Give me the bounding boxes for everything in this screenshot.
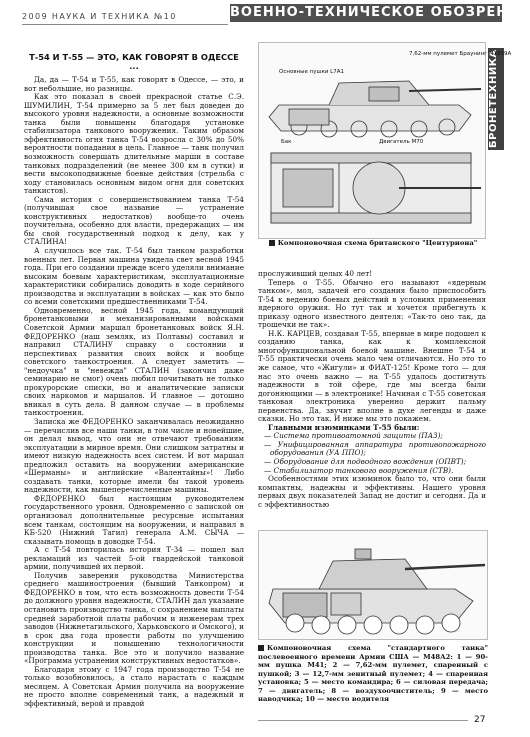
paragraph: прослуживший целых 40 лет! — [258, 269, 373, 278]
paragraph: ФЕДОРЕНКО был настоящим руководителем государственного уровня. Одновременно с запиской он организовал дополнительные ресурсные испытания всем танкам, состоящим на вооружении, и направил в КБ-520 (Нижний Тагил) генерала А.М. СЫЧА — сказывать помощь в доводке Т-54. — [24, 493, 244, 546]
m48a2-cutaway-figure — [258, 530, 488, 640]
figure-label: Основные пушки L7A1 — [279, 69, 344, 75]
page-number: 27 — [474, 715, 486, 725]
list-item: — Оборудование для подводного вождения (ОПВТ); — [264, 457, 467, 467]
paragraph: Да, да — Т-54 и Т-55, как говорят в Одессе, — это, и вот небольшие, но разницы. — [24, 75, 244, 93]
paragraph: Получив заверения руководства Министерства среднего машиностроения (бывший Танкопром) и ФЕДОРЕНКО в том, что есть возможность довести Т-54 до должного уровня надежности, СТАЛИН дал указание остановить производство танка, с сохранением выплаты средней заработной платы рабочим и инженерам трех заводов (Нижнетагильского, Харьковского и Омского), и в срок два года провести работы по улучшению конструкции и повышению технологичности производства танка. Все это и получило название «Программа устранения конструктивных недостатков». — [24, 570, 244, 666]
paragraph: Особенностями этих изюминок было то, что они были компактны, надежны и эффективны. Нашего уровня первых двух показателей Запад не достиг и сегодня. Да и с эффективностью — [258, 474, 486, 509]
figure-label: 7,62-мм пулемет Браунинг М1919А — [409, 51, 512, 57]
section-banner: ВОЕННО-ТЕХНИЧЕСКОЕ ОБОЗРЕНИЕ — [230, 5, 530, 20]
paragraph: Записка же ФЕДОРЕНКО заканчивалась неожиданно — перечислив все наши танки, в том числе и новейшие, он делал вывод, что они не отвечают требованиям эксплуатации в мирное время. Они слишком затратны и имеют низкую надежность всех систем. И вот маршал предложил оставить на вооружении американские «Шерманы» и английские «Валентайны»! Либо создавать танки, которые имели бы такой уровень надежности, как вышеперечисленные машины. — [24, 416, 244, 495]
paragraph: Как это показал в своей прекрасной статье С.Э. ШУМИЛИН, Т-54 примерно за 5 лет был доведен до высокого уровня надежности, а основные возможности танка были повышены благодаря установке стабилизатора танкового вооружения. Таким образом эффективность огня танка Т-54 возросла с 30% до 50% вероятности попадания в цель. Главное — танк получил возможность совершать длительные марши в составе танковых подразделений (не менее 300 км в сутки) и вести высокоподвижные боевые действия (стрельба с ходу становилась основным видом огня для советских танкистов). — [24, 92, 244, 196]
list-title: Главными изюминками Т-55 были: — [268, 422, 420, 432]
list-item: — Система противоатомной защиты (ПАЗ); — [264, 431, 443, 441]
figure1-caption: Компоновочная схема британского "Центуриона" — [258, 239, 488, 247]
article-column-left — [24, 53, 244, 709]
paragraph: А случилось все так. Т-54 был танком разработки военных лет. Первая машина увидела свет весной 1945 года. При его создании прежде всего уделяли внимание высоким боевым характеристикам, эксплуатационные характеристики собирались доводить в ходе серийного производства и эксплуатации в войсках — как это было со всеми советскими предшественниками Т-54. — [24, 246, 244, 307]
footer-rule — [258, 720, 468, 721]
article-title: Т-54 И Т-55 — ЭТО, КАК ГОВОРЯТ В ОДЕССЕ ... — [29, 52, 239, 71]
list-item: — Стабилизатор танкового вооружения (СТВ). — [264, 465, 454, 475]
paragraph: А с Т-54 повторилась история Т-34 — пошел вал рекламаций из частей 5-ой гвардейской танковой армии, получившей их первой. — [24, 545, 244, 572]
section-side-tab: БРОНЕТЕХНИКА — [488, 48, 504, 150]
list-item: — Унифицированная аппаратура противопожарного оборудования (УА ППО); — [264, 439, 486, 458]
paragraph: Благодаря этому с 1947 года производство Т-54 не только возобновилось, а стало нарастать с каждым месяцем. А Советская Армия получила на вооружение не просто вполне современный танк, а надежный и эффективный, верой и правдой — [24, 664, 244, 709]
header-rule — [22, 24, 228, 25]
paragraph: Н.К. КАРЦЕВ, создавая Т-55, впервые в мире подошел к созданию танка, как к комплексной многофункциональной боевой машине. Внешне Т-54 и Т-55 практически очень мало чем отличаются. Но это то же самое, что «Жигули» и ФИАТ-125! Кроме того — для нас это очень важно — на Т-55 удалось достигнуть надежности в той сфере, где мы всегда были догоняющими — в электронике! Начиная с Т-55 советская танковая электроника уверенно держит пальму первенства. Да, звучит вполне в духе легенды и даже сказки. Но это так. И ниже мы это покажем. — [258, 328, 486, 424]
figure-label: Бак — [281, 139, 292, 145]
issue-header: 2009 НАУКА И ТЕХНИКА №10 — [22, 12, 177, 21]
paragraph: Сама история с совершенствованием танка Т-54 (получившая свое название — устранение конструктивных недостатков) вообще-то очень поучительна, особенно для власти, предержащих — им бы свой государственный подход к делу, как у СТАЛИНА! — [24, 194, 244, 247]
caption-marker-icon — [258, 645, 264, 651]
caption-marker-icon — [269, 240, 275, 246]
paragraph: Теперь о Т-55. Обычно его называют «ядерным танком», мол, задачей его создания было приспособить Т-54 к ведению боевых действий в условиях применения ядерного оружия. Но тут так и хочется прибегнуть к приказу одного известного деятеля: «Так-то оно так, да трошечки не так». — [258, 277, 486, 330]
article-column-right — [258, 270, 486, 509]
figure-label: Двигатель М70 — [379, 139, 424, 145]
figure2-caption: Компоновочная схема "стандартного танка" послевоенного времени Армии США — М48А2: 1 — 90-мм пушка М41; 2 — 7,62-мм пулемет, спаренный с пушкой; 3 — 12,7-мм зенитный пулемет; 4 — спаренная установка; 5 — место командира; 6 — силовая передача; 7 — двигатель; 8 — воздухоочиститель; 9 — место наводчика; 10 — место водителя — [258, 644, 488, 703]
paragraph: Одновременно, весной 1945 года, командующий бронетанковыми и механизированными войсками Советской Армии маршал бронетанковых войск Я.Н. ФЕДОРЕНКО (наш земляк, из Полтавы) составил и направил СТАЛИНУ справку о состоянии и перспективах развития своих войск и вообще советского танкостроения. А следует заметить — "недоучка" и "невежда" СТАЛИН (закончил даже семинарию не смог) очень любил почитывать не только прокурорские списки, но и аналитические записки своих наркомов и маршалов. И главное — дотошно вникал в суть дела. В данном случае — в проблемы танкостроения. — [24, 305, 244, 418]
